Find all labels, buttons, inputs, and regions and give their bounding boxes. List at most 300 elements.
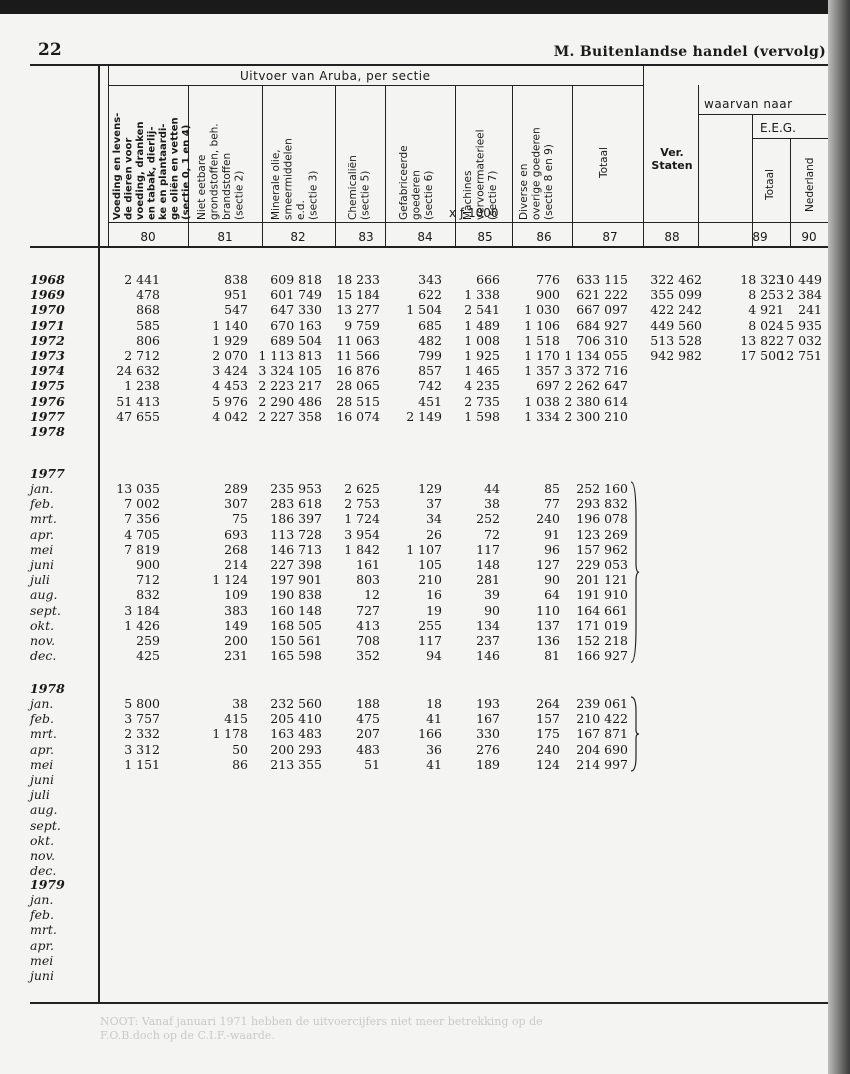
- row-label: jan.: [30, 892, 54, 907]
- table-cell: 15 184: [336, 287, 380, 303]
- row-label: mei: [30, 952, 54, 968]
- row-label: jan.: [30, 696, 54, 711]
- row-label: dec.: [30, 863, 57, 879]
- table-cell: 94: [426, 648, 442, 664]
- table-cell: 3 954: [344, 526, 380, 542]
- table-cell: 689 504: [270, 332, 322, 348]
- table-cell: 39: [484, 587, 500, 603]
- table-cell: 547: [224, 302, 248, 318]
- row-label: 1975: [30, 378, 65, 394]
- table-cell: 201 121: [576, 572, 628, 588]
- row-label: juni: [30, 772, 54, 787]
- table-cell: 117: [418, 633, 442, 648]
- table-cell: 647 330: [270, 302, 322, 318]
- table-cell: 171 019: [576, 617, 628, 633]
- row-label: aug.: [30, 587, 58, 603]
- table-cell: 166: [418, 726, 442, 742]
- stub-divider: [98, 64, 100, 1004]
- table-cell: 832: [136, 587, 160, 603]
- table-cell: 322 462: [650, 272, 702, 287]
- table-cell: 2 290 486: [258, 393, 322, 409]
- table-cell: 188: [356, 696, 380, 711]
- table-cell: 117: [476, 541, 500, 557]
- table-cell: 77: [544, 496, 560, 512]
- section-year-label: 1979: [30, 876, 65, 892]
- table-cell: 186 397: [270, 511, 322, 527]
- table-cell: 34: [426, 511, 442, 527]
- table-cell: 2 541: [464, 302, 500, 318]
- col-header-80: Voeding en levens- de dieren voor voeding, dranken en tabak, dierlij- ke en plantaardi- ge oliën en vetten (sectie 0, 1 en 4): [112, 112, 192, 220]
- col-number-84: 84: [417, 230, 433, 244]
- table-cell: 37: [426, 496, 442, 512]
- table-cell: 799: [418, 348, 442, 363]
- table-cell: 19: [426, 602, 442, 618]
- table-cell: 307: [224, 496, 248, 512]
- col-number-83: 83: [358, 230, 374, 244]
- table-cell: 227 398: [270, 557, 322, 572]
- row-label: mrt.: [30, 922, 57, 938]
- table-cell: 622: [418, 287, 442, 303]
- brace-mark: [630, 481, 640, 663]
- table-cell: 857: [418, 363, 442, 379]
- table-cell: 157 962: [576, 541, 628, 557]
- table-cell: 708: [356, 633, 380, 648]
- table-cell: 167: [476, 711, 500, 727]
- table-cell: 1 106: [524, 317, 560, 333]
- table-cell: 109: [224, 587, 248, 603]
- col-number-85: 85: [477, 230, 493, 244]
- table-cell: 5 800: [124, 696, 160, 711]
- table-cell: 205 410: [270, 711, 322, 727]
- table-cell: 2 070: [212, 348, 248, 363]
- table-cell: 451: [418, 393, 442, 409]
- table-cell: 482: [418, 332, 442, 348]
- table-cell: 214: [224, 557, 248, 572]
- row-label: mei: [30, 541, 54, 557]
- table-cell: 41: [426, 756, 442, 772]
- table-cell: 413: [356, 617, 380, 633]
- table-cell: 352: [356, 648, 380, 664]
- table-cell: 28 065: [336, 378, 380, 394]
- table-cell: 13 822: [740, 332, 784, 348]
- table-cell: 1 929: [212, 332, 248, 348]
- table-cell: 160 148: [270, 602, 322, 618]
- table-cell: 241: [798, 302, 822, 318]
- table-cell: 1 842: [344, 541, 380, 557]
- table-cell: 697: [536, 378, 560, 394]
- table-cell: 168 505: [270, 617, 322, 633]
- table-cell: 478: [136, 287, 160, 303]
- table-cell: 72: [484, 526, 500, 542]
- row-label: juli: [30, 787, 50, 803]
- table-cell: 585: [136, 317, 160, 333]
- table-cell: 12: [364, 587, 380, 603]
- table-cell: 149: [224, 617, 248, 633]
- table-cell: 727: [356, 602, 380, 618]
- row-label: apr.: [30, 526, 55, 542]
- row-label: 1968: [30, 272, 65, 287]
- table-cell: 1 008: [464, 332, 500, 348]
- table-cell: 148: [476, 557, 500, 572]
- table-cell: 633 115: [576, 272, 628, 287]
- table-cell: 18 323: [740, 272, 784, 287]
- table-cell: 3 184: [124, 602, 160, 618]
- col-divider-8: [643, 64, 644, 248]
- table-cell: 1 357: [524, 363, 560, 379]
- row-label: dec.: [30, 648, 57, 664]
- table-cell: 38: [232, 696, 248, 711]
- table-cell: 16 074: [336, 408, 380, 424]
- table-cell: 164 661: [576, 602, 628, 618]
- table-cell: 1 338: [464, 287, 500, 303]
- table-cell: 229 053: [576, 557, 628, 572]
- table-cell: 2 149: [406, 408, 442, 424]
- table-cell: 189: [476, 756, 500, 772]
- waarvan-rule: [698, 114, 826, 115]
- col-divider-4: [385, 85, 386, 248]
- table-cell: 1 030: [524, 302, 560, 318]
- table-cell: 24 632: [116, 363, 160, 379]
- table-cell: 240: [536, 511, 560, 527]
- table-cell: 475: [356, 711, 380, 727]
- col-header-88: Ver. Staten: [651, 146, 693, 172]
- col-divider-6: [512, 85, 513, 248]
- table-cell: 2 441: [124, 272, 160, 287]
- col-divider-5: [455, 85, 456, 248]
- table-cell: 667 097: [576, 302, 628, 318]
- table-cell: 240: [536, 741, 560, 757]
- row-label: jan.: [30, 481, 54, 496]
- row-label: sept.: [30, 602, 61, 618]
- table-cell: 28 515: [336, 393, 380, 409]
- table-cell: 175: [536, 726, 560, 742]
- table-cell: 5 935: [786, 317, 822, 333]
- table-cell: 900: [136, 557, 160, 572]
- table-cell: 41: [426, 711, 442, 727]
- row-label: feb.: [30, 711, 54, 727]
- table-cell: 90: [544, 572, 560, 588]
- table-cell: 146 713: [270, 541, 322, 557]
- table-title: Uitvoer van Aruba, per sectie: [240, 69, 431, 83]
- table-cell: 197 901: [270, 572, 322, 588]
- table-cell: 123 269: [576, 526, 628, 542]
- waarvan-header: waarvan naar: [704, 97, 793, 111]
- table-cell: 152 218: [576, 633, 628, 648]
- table-cell: 38: [484, 496, 500, 512]
- table-cell: 255: [418, 617, 442, 633]
- row-label: 1971: [30, 317, 65, 333]
- table-cell: 776: [536, 272, 560, 287]
- table-cell: 163 483: [270, 726, 322, 742]
- scan-top-edge: [0, 0, 850, 14]
- table-cell: 1 151: [124, 756, 160, 772]
- table-cell: 693: [224, 526, 248, 542]
- table-cell: 900: [536, 287, 560, 303]
- table-cell: 1 724: [344, 511, 380, 527]
- table-cell: 51: [364, 756, 380, 772]
- table-cell: 207: [356, 726, 380, 742]
- table-cell: 4 453: [212, 378, 248, 394]
- table-cell: 36: [426, 741, 442, 757]
- table-cell: 2 625: [344, 481, 380, 496]
- table-cell: 214 997: [576, 756, 628, 772]
- table-cell: 422 242: [650, 302, 702, 318]
- table-cell: 2 380 614: [564, 393, 628, 409]
- table-cell: 210 422: [576, 711, 628, 727]
- table-cell: 2 262 647: [564, 378, 628, 394]
- table-cell: 16: [426, 587, 442, 603]
- table-cell: 330: [476, 726, 500, 742]
- table-cell: 7 032: [786, 332, 822, 348]
- footnote: NOOT: Vanaf januari 1971 hebben de uitvoercijfers niet meer betrekking op de F.O.B.doch op de C.I.F.-waarde.: [100, 1015, 543, 1042]
- row-label: 1974: [30, 363, 65, 379]
- table-cell: 13 277: [336, 302, 380, 318]
- table-cell: 213 355: [270, 756, 322, 772]
- table-cell: 17 500: [740, 348, 784, 363]
- table-cell: 85: [544, 481, 560, 496]
- table-cell: 425: [136, 648, 160, 664]
- table-cell: 5 976: [212, 393, 248, 409]
- table-top-rule: [30, 64, 828, 66]
- table-cell: 235 953: [270, 481, 322, 496]
- scan-right-edge: [828, 0, 850, 1074]
- row-label: apr.: [30, 741, 55, 757]
- unit-label: x ƒ 1000: [449, 206, 499, 220]
- col-header-87: Totaal: [598, 147, 610, 178]
- table-cell: 124: [536, 756, 560, 772]
- table-cell: 136: [536, 633, 560, 648]
- table-cell: 26: [426, 526, 442, 542]
- table-cell: 18 233: [336, 272, 380, 287]
- col-divider-10: [752, 114, 753, 248]
- table-cell: 383: [224, 602, 248, 618]
- table-cell: 2 227 358: [258, 408, 322, 424]
- section-year-label: 1978: [30, 680, 65, 696]
- col-number-88: 88: [664, 230, 680, 244]
- table-cell: 2 735: [464, 393, 500, 409]
- table-cell: 110: [536, 602, 560, 618]
- table-cell: 670 163: [270, 317, 322, 333]
- table-cell: 81: [544, 648, 560, 664]
- row-label: sept.: [30, 817, 61, 833]
- col-number-86: 86: [536, 230, 552, 244]
- col-header-89: Totaal: [764, 169, 776, 200]
- table-cell: 129: [418, 481, 442, 496]
- table-cell: 601 749: [270, 287, 322, 303]
- table-cell: 942 982: [650, 348, 702, 363]
- col-number-80: 80: [140, 230, 156, 244]
- row-label: mrt.: [30, 726, 57, 742]
- table-cell: 51 413: [116, 393, 160, 409]
- section-year-label: 1977: [30, 465, 65, 481]
- col-number-81: 81: [217, 230, 233, 244]
- col-divider-7: [572, 85, 573, 248]
- table-bottom-rule: [30, 1002, 828, 1004]
- table-cell: 712: [136, 572, 160, 588]
- col-header-85: Machines vervoermaterieel (sectie 7): [462, 129, 499, 220]
- table-cell: 167 871: [576, 726, 628, 742]
- table-cell: 2 223 217: [258, 378, 322, 394]
- table-cell: 3 372 716: [564, 363, 628, 379]
- col-number-87: 87: [602, 230, 618, 244]
- col-number-89: 89: [752, 230, 768, 244]
- table-cell: 1 038: [524, 393, 560, 409]
- table-cell: 621 222: [576, 287, 628, 303]
- table-cell: 2 384: [786, 287, 822, 303]
- table-cell: 157: [536, 711, 560, 727]
- table-cell: 7 356: [124, 511, 160, 527]
- table-cell: 2 712: [124, 348, 160, 363]
- table-cell: 1 426: [124, 617, 160, 633]
- table-cell: 166 927: [576, 648, 628, 664]
- table-cell: 96: [544, 541, 560, 557]
- table-cell: 685: [418, 317, 442, 333]
- table-cell: 210: [418, 572, 442, 588]
- table-cell: 239 061: [576, 696, 628, 711]
- table-cell: 75: [232, 511, 248, 527]
- row-label: juli: [30, 572, 50, 588]
- table-cell: 105: [418, 557, 442, 572]
- col-header-90: Nederland: [804, 157, 816, 212]
- unit-rule: [108, 222, 828, 223]
- brace-mark: [630, 696, 640, 772]
- table-cell: 64: [544, 587, 560, 603]
- table-cell: 16 876: [336, 363, 380, 379]
- col-divider-2: [262, 85, 263, 248]
- row-label: juni: [30, 557, 54, 572]
- table-cell: 86: [232, 756, 248, 772]
- table-cell: 9 759: [344, 317, 380, 333]
- table-cell: 1 598: [464, 408, 500, 424]
- table-cell: 11 063: [336, 332, 380, 348]
- col-divider-9: [698, 85, 699, 248]
- table-cell: 13 035: [116, 481, 160, 496]
- table-cell: 252: [476, 511, 500, 527]
- table-cell: 4 235: [464, 378, 500, 394]
- table-cell: 12 751: [778, 348, 822, 363]
- row-label: mei: [30, 756, 54, 772]
- table-cell: 191 910: [576, 587, 628, 603]
- table-cell: 237: [476, 633, 500, 648]
- col-header-86: Diverse en overige goederen (sectie 8 en 9): [518, 127, 555, 220]
- table-cell: 951: [224, 287, 248, 303]
- table-cell: 1 925: [464, 348, 500, 363]
- table-cell: 806: [136, 332, 160, 348]
- col-header-84: Gefabriceerde goederen (sectie 6): [398, 145, 435, 220]
- table-cell: 259: [136, 633, 160, 648]
- row-label: 1976: [30, 393, 65, 409]
- table-cell: 196 078: [576, 511, 628, 527]
- header-bottom-rule: [30, 246, 828, 248]
- table-cell: 146: [476, 648, 500, 664]
- table-cell: 1 134 055: [564, 348, 628, 363]
- row-label: 1970: [30, 302, 65, 318]
- table-cell: 165 598: [270, 648, 322, 664]
- table-cell: 2 332: [124, 726, 160, 742]
- table-cell: 3 424: [212, 363, 248, 379]
- table-cell: 684 927: [576, 317, 628, 333]
- row-label: aug.: [30, 802, 58, 818]
- row-label: juni: [30, 968, 54, 983]
- table-cell: 868: [136, 302, 160, 318]
- row-label: mrt.: [30, 511, 57, 527]
- table-cell: 268: [224, 541, 248, 557]
- table-cell: 204 690: [576, 741, 628, 757]
- row-label: 1978: [30, 424, 65, 439]
- table-cell: 355 099: [650, 287, 702, 303]
- table-cell: 1 465: [464, 363, 500, 379]
- table-cell: 264: [536, 696, 560, 711]
- eeg-header: E.E.G.: [760, 121, 796, 135]
- table-cell: 8 024: [748, 317, 784, 333]
- table-cell: 343: [418, 272, 442, 287]
- col-header-83: Chemicaliën (sectie 5): [347, 155, 372, 220]
- table-cell: 161: [356, 557, 380, 572]
- table-cell: 18: [426, 696, 442, 711]
- table-cell: 1 238: [124, 378, 160, 394]
- running-head: M. Buitenlandse handel (vervolg): [553, 44, 826, 60]
- table-cell: 134: [476, 617, 500, 633]
- table-cell: 1 518: [524, 332, 560, 348]
- table-cell: 232 560: [270, 696, 322, 711]
- row-label: nov.: [30, 848, 56, 863]
- table-cell: 1 334: [524, 408, 560, 424]
- table-cell: 113 728: [270, 526, 322, 542]
- col-divider-3: [335, 85, 336, 248]
- col-number-90: 90: [801, 230, 817, 244]
- table-cell: 150 561: [270, 633, 322, 648]
- col-number-82: 82: [290, 230, 306, 244]
- table-cell: 803: [356, 572, 380, 588]
- table-cell: 3 324 105: [258, 363, 322, 379]
- table-cell: 513 528: [650, 332, 702, 348]
- table-cell: 50: [232, 741, 248, 757]
- table-cell: 1 124: [212, 572, 248, 588]
- table-cell: 10 449: [778, 272, 822, 287]
- table-cell: 609 818: [270, 272, 322, 287]
- table-cell: 44: [484, 481, 500, 496]
- table-cell: 4 705: [124, 526, 160, 542]
- table-cell: 281: [476, 572, 500, 588]
- table-cell: 137: [536, 617, 560, 633]
- table-cell: 200: [224, 633, 248, 648]
- table-cell: 252 160: [576, 481, 628, 496]
- table-cell: 231: [224, 648, 248, 664]
- row-label: nov.: [30, 633, 56, 648]
- table-cell: 47 655: [116, 408, 160, 424]
- table-cell: 2 753: [344, 496, 380, 512]
- row-label: feb.: [30, 496, 54, 512]
- page-number: 22: [38, 40, 62, 60]
- table-cell: 415: [224, 711, 248, 727]
- row-label: apr.: [30, 937, 55, 953]
- table-cell: 1 140: [212, 317, 248, 333]
- table-cell: 276: [476, 741, 500, 757]
- table-cell: 289: [224, 481, 248, 496]
- table-cell: 742: [418, 378, 442, 394]
- table-cell: 200 293: [270, 741, 322, 757]
- table-cell: 1 504: [406, 302, 442, 318]
- col-divider-0: [108, 64, 109, 248]
- table-cell: 193: [476, 696, 500, 711]
- table-cell: 283 618: [270, 496, 322, 512]
- table-cell: 91: [544, 526, 560, 542]
- table-cell: 293 832: [576, 496, 628, 512]
- table-cell: 706 310: [576, 332, 628, 348]
- table-cell: 1 113 813: [258, 348, 322, 363]
- table-cell: 8 253: [748, 287, 784, 303]
- row-label: 1972: [30, 332, 65, 348]
